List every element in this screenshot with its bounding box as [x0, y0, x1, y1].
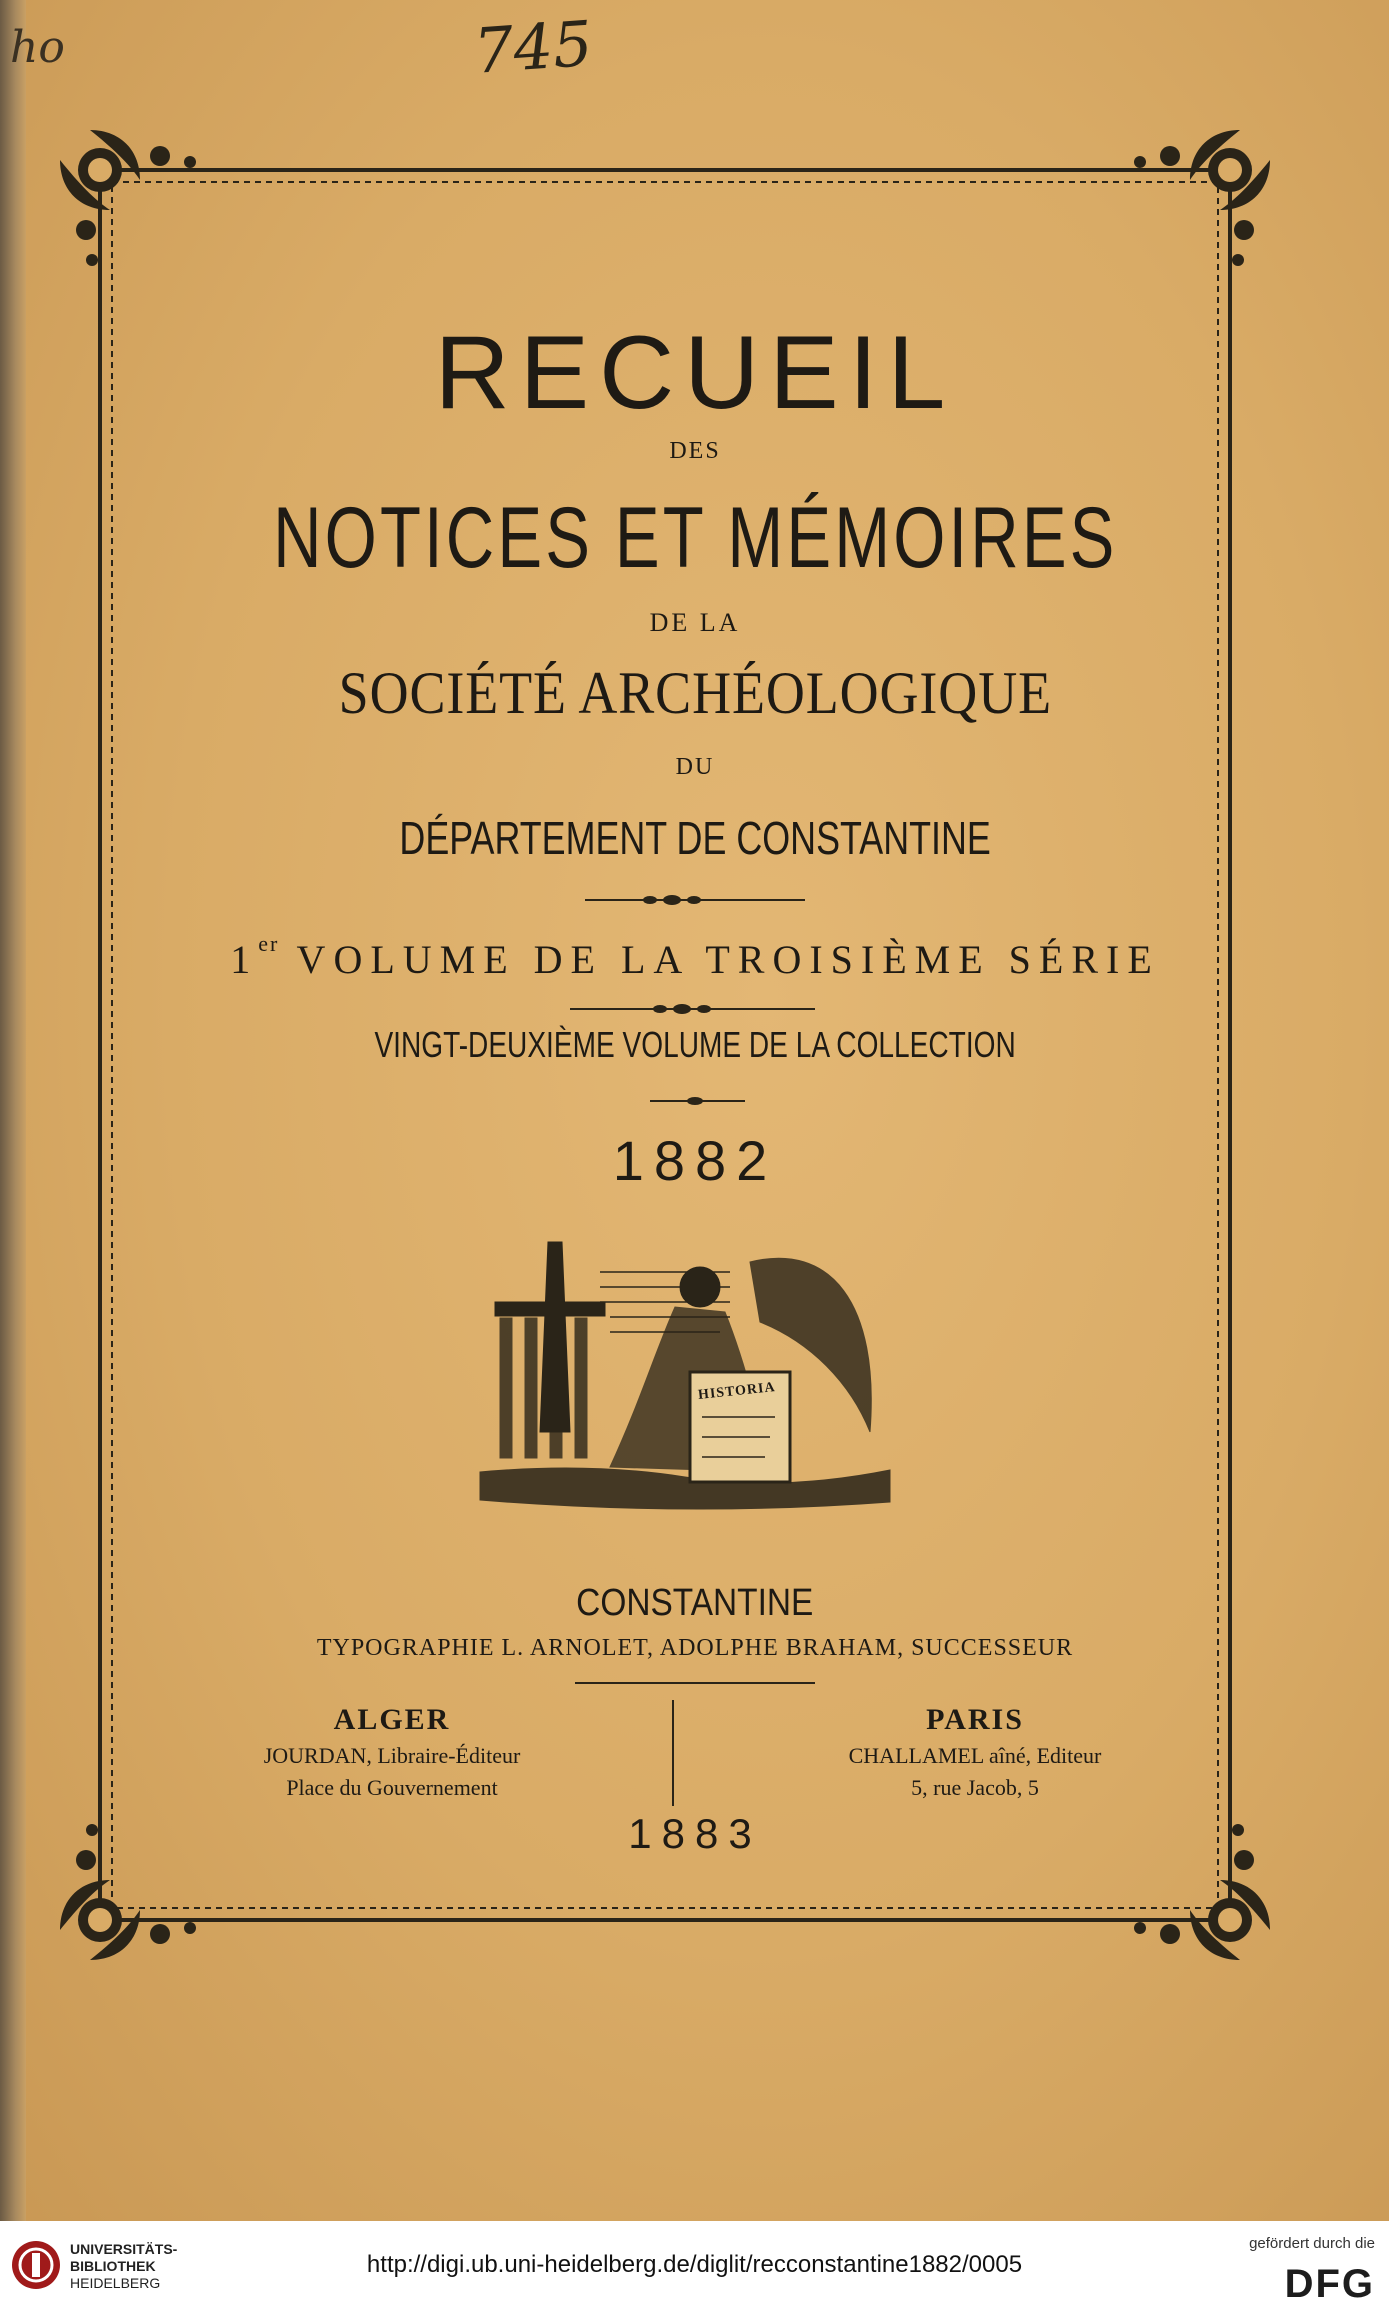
digital-library-footer [0, 2221, 1389, 2321]
title-des: DES [669, 438, 721, 464]
publisher-name-challamel: CHALLAMEL aîné, Editeur [848, 1743, 1102, 1768]
volume-text: VOLUME DE LA TROISIÈME SÉRIE [279, 937, 1160, 982]
collection-line [140, 1022, 1250, 1068]
publisher-address-alger: Place du Gouvernement [286, 1775, 498, 1800]
edge-handwritten-mark: ho [10, 22, 65, 73]
title-notices-text: NOTICES ET MÉMOIRES [272, 490, 1118, 586]
publisher-column-alger [152, 1700, 632, 1804]
title-departement-text: DÉPARTEMENT DE CONSTANTINE [399, 812, 991, 864]
vignette-historia-label: HISTORIA [697, 1379, 777, 1404]
column-divider [672, 1700, 674, 1806]
title-societe-archeologique [140, 658, 1250, 728]
dfg-logo-icon: DFG [1284, 2262, 1375, 2306]
title-recueil: RECUEIL [434, 315, 956, 431]
library-name-line-3: HEIDELBERG [70, 2275, 161, 2291]
historia-vignette [470, 1232, 900, 1512]
ornamental-rule-1 [0, 893, 1389, 907]
funding-note: gefördert durch die [1249, 2235, 1375, 2252]
title-societe-text: SOCIÉTÉ ARCHÉOLOGIQUE [338, 660, 1052, 726]
volume-ordinal-suffix: er [258, 931, 280, 956]
ornamental-rule-3 [0, 1094, 1389, 1108]
digital-copy-url[interactable]: http://digi.ub.uni-heidelberg.de/diglit/recconstantine1882/0005 [366, 2251, 1023, 2278]
publication-year: 1883 [628, 1810, 762, 1857]
imprint-rule [575, 1682, 815, 1684]
handwritten-shelf-number: 745 [471, 6, 595, 88]
library-name-line-1: UNIVERSITÄTS- [70, 2241, 178, 2257]
title-notices-et-memoires [140, 488, 1250, 588]
volume-number: 1 [230, 937, 259, 982]
title-de-la: DE LA [649, 608, 741, 637]
collection-text: VINGT-DEUXIÈME VOLUME DE LA COLLECTION [374, 1024, 1016, 1065]
book-spine-edge [0, 0, 26, 2221]
volume-line [140, 916, 1250, 988]
volume-year: 1882 [612, 1129, 778, 1192]
publisher-city-alger: ALGER [333, 1703, 451, 1736]
imprint-city-text: CONSTANTINE [576, 1582, 814, 1624]
publisher-name-jourdan: JOURDAN, Libraire-Éditeur [263, 1743, 521, 1768]
publisher-address-paris: 5, rue Jacob, 5 [911, 1775, 1039, 1800]
ornamental-rule-2 [0, 1002, 1389, 1016]
title-du: DU [675, 754, 715, 780]
imprint-city [140, 1580, 1250, 1626]
vignette-engraving [470, 1232, 900, 1512]
library-name-line-2: BIBLIOTHEK [70, 2258, 156, 2274]
imprint-printer: TYPOGRAPHIE L. ARNOLET, ADOLPHE BRAHAM, SUCCESSEUR [316, 1635, 1074, 1661]
publisher-column-paris [735, 1700, 1215, 1804]
publisher-city-paris: PARIS [926, 1703, 1024, 1736]
title-departement [140, 810, 1250, 866]
